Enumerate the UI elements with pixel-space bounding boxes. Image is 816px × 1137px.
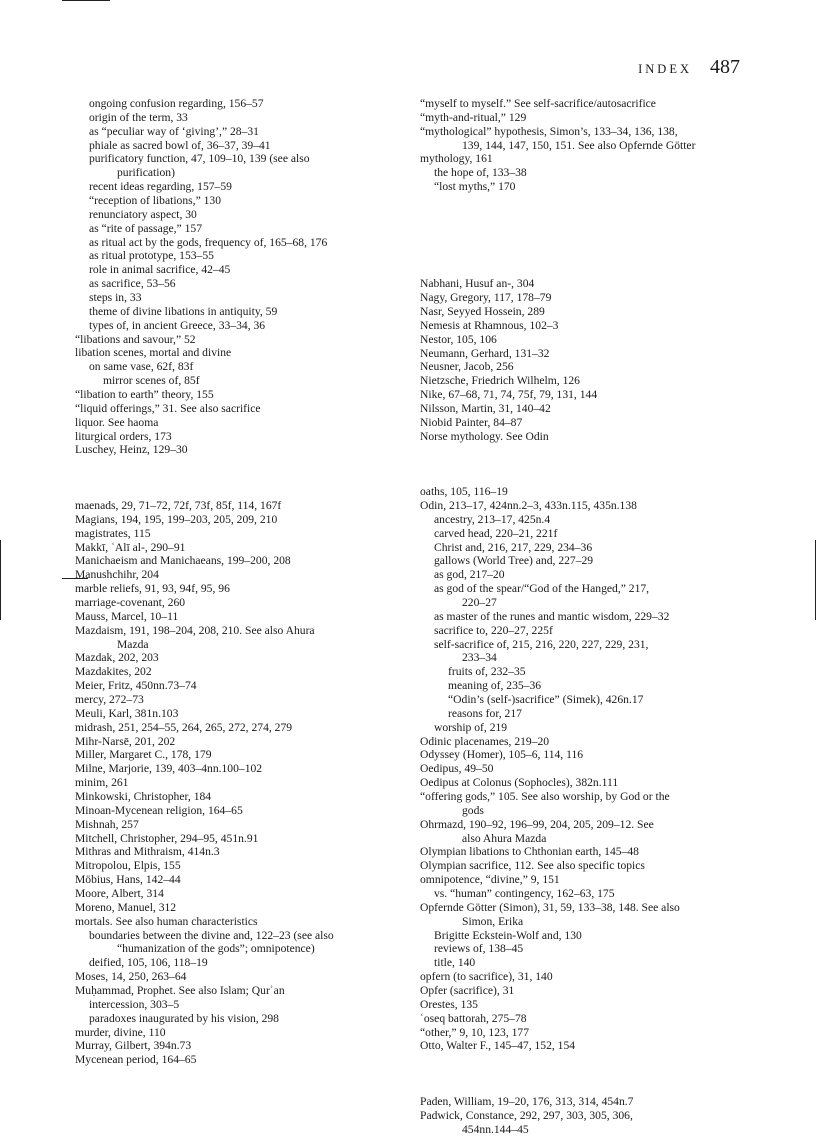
- index-entry: Otto, Walter F., 145–47, 152, 154: [420, 1039, 576, 1053]
- index-entry: “myth-and-ritual,” 129: [420, 110, 527, 124]
- index-entry-continuation: 454nn.144–45: [462, 1122, 529, 1136]
- index-entry: Muḥammad, Prophet. See also Islam; Qurʾan: [75, 984, 285, 998]
- index-entry: Meier, Fritz, 450nn.73–74: [75, 679, 197, 693]
- index-entry: Olympian sacrifice, 112. See also specific topics: [420, 859, 645, 873]
- index-column-left: [75, 97, 415, 1067]
- index-subentry: reviews of, 138–45: [434, 942, 524, 956]
- index-subentry: fruits of, 232–35: [448, 665, 526, 679]
- index-entry: marble reliefs, 91, 93, 94f, 95, 96: [75, 582, 230, 596]
- index-entry: Nilsson, Martin, 31, 140–42: [420, 401, 551, 415]
- index-entry: omnipotence, “divine,” 9, 151: [420, 873, 560, 887]
- index-entry: Nietzsche, Friedrich Wilhelm, 126: [420, 374, 580, 388]
- index-entry: Nike, 67–68, 71, 74, 75f, 79, 131, 144: [420, 388, 598, 402]
- index-subentry: “lost myths,” 170: [434, 180, 516, 194]
- index-subentry: origin of the term, 33: [89, 110, 188, 124]
- index-subentry: gallows (World Tree) and, 227–29: [434, 554, 594, 568]
- crop-mark-top: [62, 0, 110, 1]
- index-entry: Manichaeism and Manichaeans, 199–200, 208: [75, 554, 291, 568]
- index-subentry: as “peculiar way of ‘giving’,” 28–31: [89, 124, 259, 138]
- index-entry: liquor. See haoma: [75, 415, 159, 429]
- index-entry: minim, 261: [75, 776, 129, 790]
- index-entry: Mazdaism, 191, 198–204, 208, 210. See also Ahura: [75, 623, 315, 637]
- index-entry: Neusner, Jacob, 256: [420, 360, 514, 374]
- index-entry: Ohrmazd, 190–92, 196–99, 204, 205, 209–12. See: [420, 817, 654, 831]
- index-entry: ʿoseq battorah, 275–78: [420, 1011, 527, 1025]
- index-entry: Norse mythology. See Odin: [420, 429, 549, 443]
- index-entry: Niobid Painter, 84–87: [420, 415, 523, 429]
- index-entry: midrash, 251, 254–55, 264, 265, 272, 274, 279: [75, 720, 293, 734]
- index-entry: Minkowski, Christopher, 184: [75, 789, 212, 803]
- index-subentry: title, 140: [434, 956, 476, 970]
- index-entry: Nasr, Seyyed Hossein, 289: [420, 304, 545, 318]
- index-subentry: carved head, 220–21, 221f: [434, 526, 558, 540]
- index-entry: Moreno, Manuel, 312: [75, 900, 177, 914]
- index-subentry: as god, 217–20: [434, 568, 505, 582]
- index-entry: mythology, 161: [420, 152, 493, 166]
- index-entry-continuation: 139, 144, 147, 150, 151. See also Opfernde Götter: [462, 138, 696, 152]
- index-entry: Meuli, Karl, 381n.103: [75, 706, 179, 720]
- index-subentry: as master of the runes and mantic wisdom, 229–32: [434, 609, 670, 623]
- index-entry: Mazdakites, 202: [75, 665, 152, 679]
- index-subentry: steps in, 33: [89, 291, 142, 305]
- index-entry: Minoan-Mycenean religion, 164–65: [75, 803, 243, 817]
- index-entry: Orestes, 135: [420, 997, 478, 1011]
- index-subentry: meaning of, 235–36: [448, 679, 542, 693]
- index-entry: Nabhani, Husuf an-, 304: [420, 277, 535, 291]
- index-subentry: the hope of, 133–38: [434, 166, 527, 180]
- section-gap: [420, 236, 760, 278]
- index-entry: Neumann, Gerhard, 131–32: [420, 346, 550, 360]
- index-entry: oaths, 105, 116–19: [420, 485, 508, 499]
- index-subentry: as “rite of passage,” 157: [89, 221, 202, 235]
- page-number: 487: [710, 56, 740, 78]
- index-entry: Mitropolou, Elpis, 155: [75, 859, 181, 873]
- index-entry: Luschey, Heinz, 129–30: [75, 443, 188, 457]
- index-subentry: reasons for, 217: [448, 706, 522, 720]
- section-gap: [75, 457, 415, 499]
- crop-mark-left: [0, 540, 1, 620]
- index-entry: Miller, Margaret C., 178, 179: [75, 748, 212, 762]
- index-entry: “myself to myself.” See self-sacrifice/autosacrifice: [420, 97, 656, 110]
- index-entry: Opfer (sacrifice), 31: [420, 984, 515, 998]
- index-subentry: “reception of libations,” 130: [89, 194, 221, 208]
- index-subentry: ancestry, 213–17, 425n.4: [434, 512, 551, 526]
- running-head-title: INDEX: [638, 62, 692, 76]
- index-entry: Magians, 194, 195, 199–203, 205, 209, 210: [75, 512, 278, 526]
- index-entry: Nemesis at Rhamnous, 102–3: [420, 318, 559, 332]
- index-entry-continuation: 220–27: [462, 595, 497, 609]
- index-entry: Opfernde Götter (Simon), 31, 59, 133–38, 148. See also: [420, 900, 680, 914]
- index-entry: Paden, William, 19–20, 176, 313, 314, 454n.7: [420, 1094, 634, 1108]
- index-entry: Oedipus at Colonus (Sophocles), 382n.111: [420, 776, 619, 790]
- index-entry: Mithras and Mithraism, 414n.3: [75, 845, 220, 859]
- index-subentry: intercession, 303–5: [89, 997, 180, 1011]
- index-entry: marriage-covenant, 260: [75, 595, 186, 609]
- index-column-right: [420, 97, 760, 1137]
- section-gap: [420, 194, 760, 236]
- index-entry: Odin, 213–17, 424nn.2–3, 433n.115, 435n.138: [420, 498, 637, 512]
- index-subentry: worship of, 219: [434, 720, 508, 734]
- index-entry: Olympian libations to Chthonian earth, 145–48: [420, 845, 639, 859]
- index-subentry: theme of divine libations in antiquity, 59: [89, 304, 278, 318]
- index-entry: opfern (to sacrifice), 31, 140: [420, 970, 553, 984]
- index-entry: Makkī, ʿAlī al-, 290–91: [75, 540, 186, 554]
- index-entry: “liquid offerings,” 31. See also sacrifice: [75, 401, 261, 415]
- index-subentry: phiale as sacred bowl of, 36–37, 39–41: [89, 138, 271, 152]
- index-entry: “libation to earth” theory, 155: [75, 388, 214, 402]
- index-subentry: renunciatory aspect, 30: [89, 207, 197, 221]
- index-subentry: deified, 105, 106, 118–19: [89, 956, 208, 970]
- index-entry: Moore, Albert, 314: [75, 887, 164, 900]
- index-subentry: on same vase, 62f, 83f: [89, 360, 194, 374]
- index-entry-continuation: Mazda: [117, 637, 149, 651]
- index-subentry: “Odin’s (self-)sacrifice” (Simek), 426n.17: [448, 693, 644, 706]
- index-entry: Milne, Marjorie, 139, 403–4nn.100–102: [75, 762, 263, 776]
- index-subentry: mirror scenes of, 85f: [103, 374, 200, 388]
- index-entry: “libations and savour,” 52: [75, 332, 196, 346]
- index-entry: Mauss, Marcel, 10–11: [75, 609, 179, 623]
- index-entry: Möbius, Hans, 142–44: [75, 873, 181, 887]
- index-subentry: as ritual prototype, 153–55: [89, 249, 214, 263]
- index-entry: “mythological” hypothesis, Simon’s, 133–34, 136, 138,: [420, 124, 678, 138]
- index-entry-continuation: “humanization of the gods”; omnipotence): [117, 942, 315, 956]
- section-gap: [420, 1053, 760, 1095]
- index-subentry: as god of the spear/“God of the Hanged,” 217,: [434, 582, 650, 596]
- index-subentry: purificatory function, 47, 109–10, 139 (see also: [89, 152, 310, 166]
- index-subentry: as ritual act by the gods, frequency of, 165–68, 176: [89, 235, 328, 249]
- index-entry: Mitchell, Christopher, 294–95, 451n.91: [75, 831, 259, 845]
- index-subentry: recent ideas regarding, 157–59: [89, 180, 232, 194]
- index-entry: Oedipus, 49–50: [420, 762, 494, 776]
- index-subentry: self-sacrifice of, 215, 216, 220, 227, 229, 231,: [434, 637, 649, 651]
- index-entry: Padwick, Constance, 292, 297, 303, 305, 306,: [420, 1108, 633, 1122]
- index-entry: Nagy, Gregory, 117, 178–79: [420, 291, 552, 305]
- index-entry: Odinic placenames, 219–20: [420, 734, 550, 748]
- index-entry: liturgical orders, 173: [75, 429, 172, 443]
- section-gap: [420, 444, 760, 486]
- running-head: [638, 56, 740, 79]
- index-entry-continuation: gods: [462, 803, 484, 817]
- index-entry-continuation: Simon, Erika: [462, 914, 524, 928]
- index-entry: Mishnah, 257: [75, 817, 139, 831]
- index-subentry: Brigitte Eckstein-Wolf and, 130: [434, 928, 582, 942]
- index-subentry: types of, in ancient Greece, 33–34, 36: [89, 318, 266, 332]
- index-entry: libation scenes, mortal and divine: [75, 346, 232, 360]
- index-entry: Mazdak, 202, 203: [75, 651, 159, 665]
- index-entry: Odyssey (Homer), 105–6, 114, 116: [420, 748, 584, 762]
- index-entry: Nestor, 105, 106: [420, 332, 497, 346]
- index-subentry: role in animal sacrifice, 42–45: [89, 263, 231, 277]
- index-entry: “offering gods,” 105. See also worship, by God or the: [420, 790, 670, 804]
- index-subentry: ongoing confusion regarding, 156–57: [89, 97, 264, 110]
- index-subentry: Christ and, 216, 217, 229, 234–36: [434, 540, 593, 554]
- index-entry: murder, divine, 110: [75, 1025, 166, 1039]
- index-entry: Manushchihr, 204: [75, 568, 159, 582]
- index-subentry: vs. “human” contingency, 162–63, 175: [434, 887, 615, 901]
- index-entry: Murray, Gilbert, 394n.73: [75, 1039, 192, 1053]
- index-entry-continuation: also Ahura Mazda: [462, 831, 547, 845]
- index-entry: magistrates, 115: [75, 526, 151, 540]
- index-subentry: paradoxes inaugurated by his vision, 298: [89, 1011, 279, 1025]
- index-subentry: sacrifice to, 220–27, 225f: [434, 623, 553, 637]
- index-entry: mercy, 272–73: [75, 692, 144, 706]
- index-entry: “other,” 9, 10, 123, 177: [420, 1025, 530, 1039]
- index-entry-continuation: 233–34: [462, 651, 497, 665]
- index-subentry: as sacrifice, 53–56: [89, 277, 176, 291]
- index-entry: maenads, 29, 71–72, 72f, 73f, 85f, 114, 167f: [75, 498, 282, 512]
- index-subentry: boundaries between the divine and, 122–23 (see also: [89, 928, 334, 942]
- index-entry-continuation: purification): [117, 166, 175, 180]
- index-entry: Mihr-Narsē, 201, 202: [75, 734, 176, 748]
- index-entry: mortals. See also human characteristics: [75, 914, 258, 928]
- index-entry: Moses, 14, 250, 263–64: [75, 970, 187, 984]
- index-entry: Mycenean period, 164–65: [75, 1053, 197, 1067]
